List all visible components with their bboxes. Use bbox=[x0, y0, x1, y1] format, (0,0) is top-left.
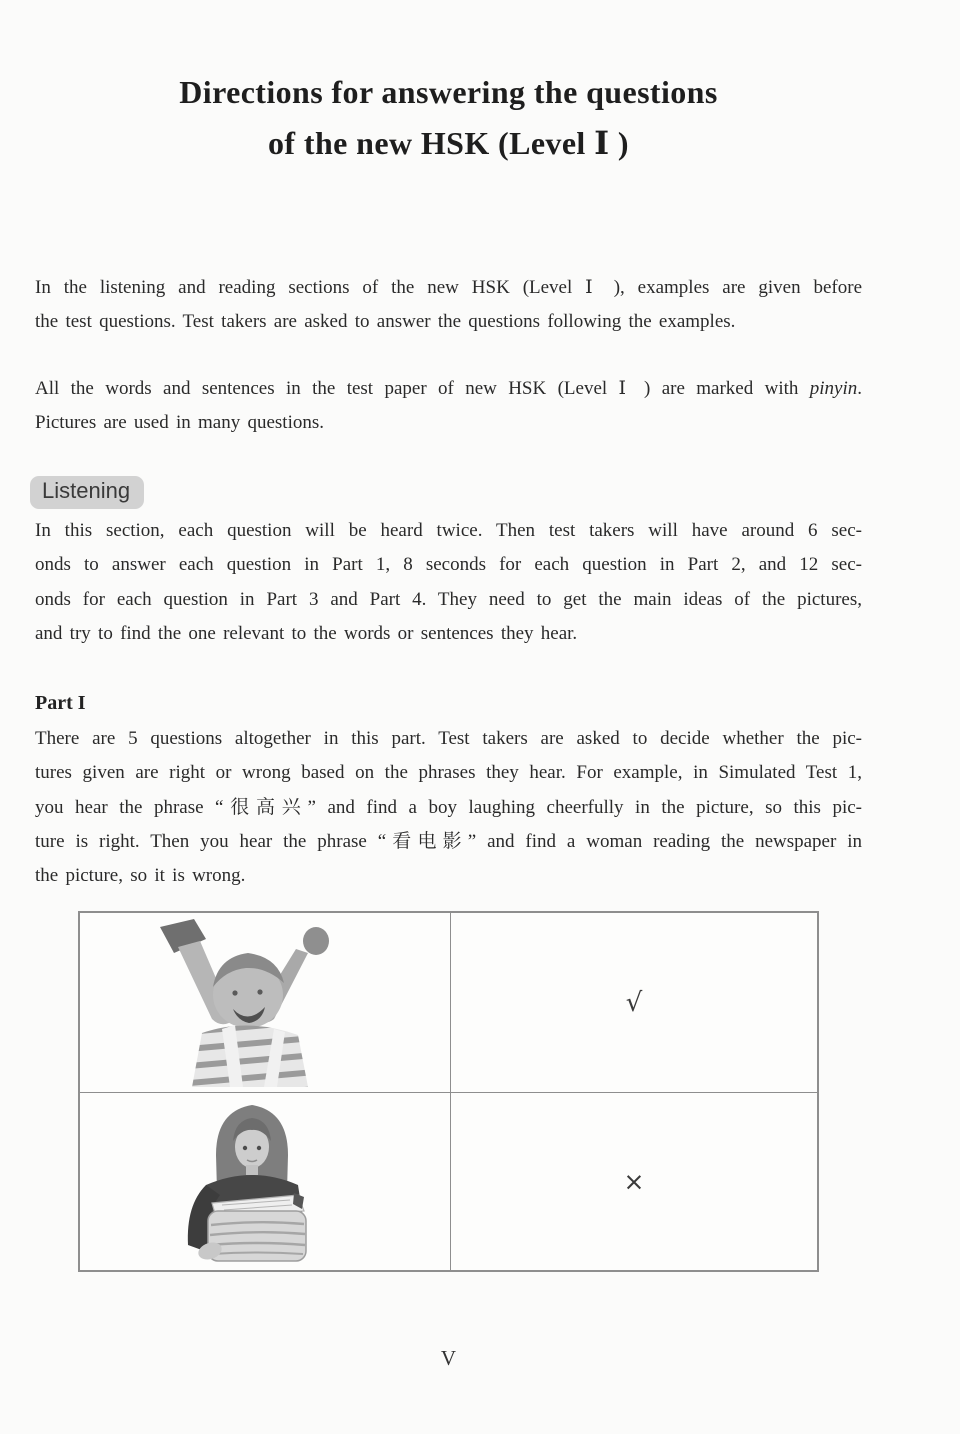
text-line: In the listening and reading sections of the new HSK (Level Ⅰ ), examples are given before bbox=[35, 277, 862, 298]
woman-newspaper-photo bbox=[178, 1103, 326, 1265]
text-line: There are 5 questions altogether in this part. Test takers are asked to decide whether the pic- bbox=[35, 728, 862, 749]
table-cell-mark-wrong: × bbox=[623, 1167, 645, 1196]
boy-cheering-photo bbox=[148, 919, 350, 1087]
example-table bbox=[78, 911, 819, 1272]
text-segment: All the words and sentences in the test paper of new HSK (Level Ⅰ ) are marked with bbox=[35, 378, 810, 399]
intro-paragraph-1 bbox=[35, 271, 862, 340]
text-line: Pictures are used in many questions. bbox=[35, 412, 325, 434]
text-segment: . bbox=[857, 378, 862, 399]
page-title-line-1: Directions for answering the questions bbox=[179, 74, 718, 110]
text-line: In this section, each question will be heard twice. Then test takers will have around 6 sec- bbox=[35, 520, 862, 541]
table-cell-mark-right: √ bbox=[451, 913, 817, 1093]
listening-paragraph bbox=[35, 514, 862, 651]
text-line: you hear the phrase “很高兴” and find a boy laughing cheerfully in the picture, so this pic- bbox=[35, 796, 862, 818]
text-line: the picture, so it is wrong. bbox=[35, 865, 246, 887]
pinyin-italic: pinyin bbox=[809, 378, 858, 399]
text-line bbox=[35, 372, 862, 406]
text-line: ture is right. Then you hear the phrase “看电影” and find a woman reading the newspaper in bbox=[35, 830, 862, 852]
part1-heading: Part I bbox=[35, 692, 86, 714]
part1-paragraph bbox=[35, 722, 862, 893]
text-line: and try to find the one relevant to the words or sentences they hear. bbox=[35, 622, 578, 644]
text-line: onds for each question in Part 3 and Part 4. They need to get the main ideas of the pictures, bbox=[35, 588, 862, 610]
table-cell-photo-woman bbox=[80, 1093, 451, 1270]
listening-section-heading: Listening bbox=[30, 476, 144, 509]
page-title-line-2: of the new HSK (Level Ⅰ ) bbox=[268, 125, 629, 161]
text-line: onds to answer each question in Part 1, 8 seconds for each question in Part 2, and 12 sec- bbox=[35, 554, 862, 576]
text-line: the test questions. Test takers are asked to answer the questions following the examples. bbox=[35, 311, 736, 333]
intro-paragraph-2 bbox=[35, 372, 862, 441]
page-number: V bbox=[440, 1346, 457, 1370]
text-line: tures given are right or wrong based on the phrases they hear. For example, in Simulated Test 1, bbox=[35, 762, 862, 784]
table-cell-photo-boy bbox=[80, 913, 451, 1093]
